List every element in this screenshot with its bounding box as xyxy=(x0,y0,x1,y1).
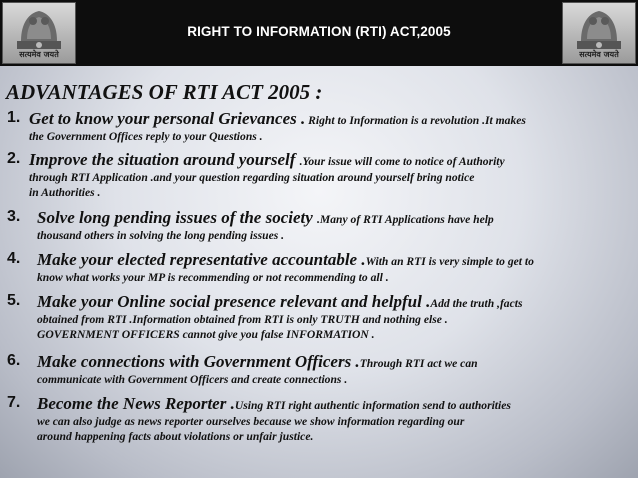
item-body xyxy=(37,352,632,387)
item-number: 1. xyxy=(7,109,21,126)
item-rest: .Many of RTI Applications have help xyxy=(317,213,494,226)
emblem-motto: सत्यमेव जयते xyxy=(19,50,59,59)
item-lead: Get to know your personal Grievances . xyxy=(29,109,306,128)
item-rest: With an RTI is very simple to get to xyxy=(365,255,534,268)
item-line: know what works your MP is recommending or not recommending to all . xyxy=(37,271,389,284)
item-rest: Through RTI act we can xyxy=(359,357,478,370)
item-number: 4. xyxy=(7,250,21,267)
item-body xyxy=(37,394,632,444)
item-number: 5. xyxy=(7,292,21,309)
item-number: 7. xyxy=(7,394,21,411)
item-rest: Add the truth ,facts xyxy=(430,297,523,310)
section-heading: ADVANTAGES OF RTI ACT 2005 : xyxy=(6,80,323,104)
item-body xyxy=(29,150,632,200)
item-rest: Using RTI right authentic information send to authorities xyxy=(234,399,511,412)
item-lead: Make your elected representative accountable . xyxy=(37,250,366,269)
emblem-right xyxy=(562,2,636,64)
item-rest: Right to Information is a revolution .It makes xyxy=(305,114,526,127)
item-line: through RTI Application .and your question regarding situation around yourself bring notice xyxy=(29,171,475,184)
item-lead: Make connections with Government Officers . xyxy=(37,352,360,371)
item-line: communicate with Government Officers and create connections . xyxy=(37,373,348,386)
item-body xyxy=(37,208,632,243)
item-rest: .Your issue will come to notice of Authority xyxy=(299,155,505,168)
item-number: 3. xyxy=(7,208,21,225)
item-lead: Solve long pending issues of the society xyxy=(37,208,318,227)
item-line: GOVERNMENT OFFICERS cannot give you false INFORMATION . xyxy=(37,328,375,341)
item-body xyxy=(37,250,632,285)
item-lead: Become the News Reporter . xyxy=(37,394,235,413)
item-line: the Government Offices reply to your Questions . xyxy=(29,130,263,143)
item-lead: Make your Online social presence relevant and helpful . xyxy=(37,292,431,311)
item-line: in Authorities . xyxy=(29,186,101,199)
item-body xyxy=(37,292,632,342)
item-number: 6. xyxy=(7,352,21,369)
item-line: around happening facts about violations or unfair justice. xyxy=(37,430,314,443)
item-line: we can also judge as news reporter ourselves because we show information regarding our xyxy=(37,415,465,428)
item-line: thousand others in solving the long pending issues . xyxy=(37,229,285,242)
item-number: 2. xyxy=(7,150,21,167)
item-body xyxy=(29,109,632,144)
slide-title: RIGHT TO INFORMATION (RTI) ACT,2005 xyxy=(187,24,451,39)
emblem-motto: सत्यमेव जयते xyxy=(579,50,619,59)
item-lead: Improve the situation around yourself xyxy=(29,150,300,169)
emblem-left xyxy=(2,2,76,64)
item-line: obtained from RTI .Information obtained from RTI is only TRUTH and nothing else . xyxy=(37,313,448,326)
